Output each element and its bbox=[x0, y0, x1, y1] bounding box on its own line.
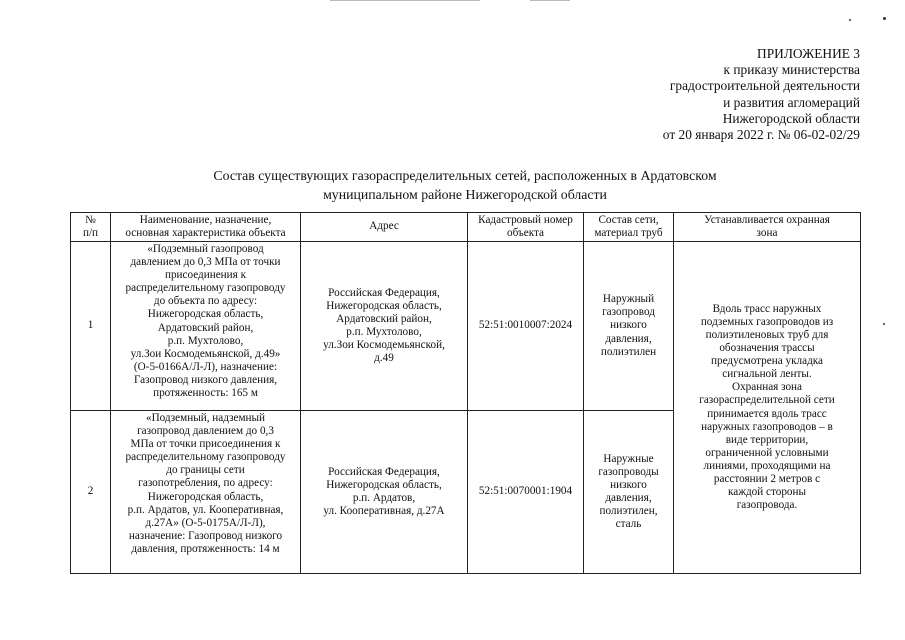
object-name-cell: «Подземный газопровод давлением до 0,3 МПа от точки присоединения к распределительному газопроводу до объекта по адресу: Нижегородская область, Ардатовский район, р.п. Мухтолово, ул.Зои Космодемьянской, д.49» (О-5-0166А/Л-Л), назначение: Газопровод низкого давления, протяженность: 165 м bbox=[111, 242, 301, 411]
address-cell: Российская Федерация, Нижегородская область, р.п. Ардатов, ул. Кооперативная, д.27А bbox=[301, 411, 468, 574]
address-cell: Российская Федерация, Нижегородская область, Ардатовский район, р.п. Мухтолово, ул.Зои Космодемьянской, д.49 bbox=[301, 242, 468, 411]
composition-cell: Наружные газопроводы низкого давления, полиэтилен, сталь bbox=[584, 411, 674, 574]
appendix-line: ПРИЛОЖЕНИЕ 3 bbox=[757, 46, 860, 61]
header-zone: Устанавливается охранная зона bbox=[674, 213, 861, 242]
table-row bbox=[71, 242, 861, 411]
appendix-line: и развития агломераций bbox=[723, 94, 860, 110]
appendix-block bbox=[663, 46, 860, 143]
cadastral-number-cell: 52:51:0010007:2024 bbox=[468, 242, 584, 411]
document-title bbox=[60, 166, 870, 204]
scan-artifact-line bbox=[330, 0, 480, 1]
composition-cell: Наружный газопровод низкого давления, полиэтилен bbox=[584, 242, 674, 411]
header-cadastral: Кадастровый номер объекта bbox=[468, 213, 584, 242]
title-line: муниципальном районе Нижегородской области bbox=[323, 187, 607, 202]
appendix-line: градостроительной деятельности bbox=[669, 78, 860, 94]
scan-speck bbox=[849, 19, 851, 21]
gas-network-table bbox=[70, 212, 861, 574]
title-line: Состав существующих газораспределительных сетей, расположенных в Ардатовском bbox=[213, 168, 717, 183]
header-num: № п/п bbox=[71, 213, 111, 242]
protection-zone-cell: Вдоль трасс наружных подземных газопроводов из полиэтиленовых труб для обозначения трассы предусмотрена укладка сигнальной ленты. Охранная зона газораспределительной сети принимается вдоль трасс наружных газопроводов – в виде территории, ограниченной условными линиями, проходящими на расстоянии 2 метров с каждой стороны газопровода. bbox=[674, 242, 861, 574]
appendix-line: к приказу министерства bbox=[723, 62, 860, 78]
scan-artifact-line bbox=[530, 0, 570, 1]
appendix-line: от 20 января 2022 г. № 06-02-02/29 bbox=[662, 127, 860, 143]
cadastral-number-cell: 52:51:0070001:1904 bbox=[468, 411, 584, 574]
header-address: Адрес bbox=[301, 213, 468, 242]
table-header-row bbox=[71, 213, 861, 242]
appendix-line: Нижегородской области bbox=[722, 110, 860, 126]
object-name-cell: «Подземный, надземный газопровод давлением до 0,3 МПа от точки присоединения к распределительному газопроводу до границы сети газопотребления, по адресу: Нижегородская область, р.п. Ардатов, ул. Кооперативная, д.27А» (О-5-0175А/Л-Л), назначение: Газопровод низкого давления, протяженность: 14 м bbox=[111, 411, 301, 574]
row-number: 1 bbox=[71, 242, 111, 411]
header-name: Наименование, назначение, основная характеристика объекта bbox=[111, 213, 301, 242]
scan-speck bbox=[883, 323, 885, 325]
row-number: 2 bbox=[71, 411, 111, 574]
scan-speck bbox=[883, 17, 886, 20]
header-composition: Состав сети, материал труб bbox=[584, 213, 674, 242]
